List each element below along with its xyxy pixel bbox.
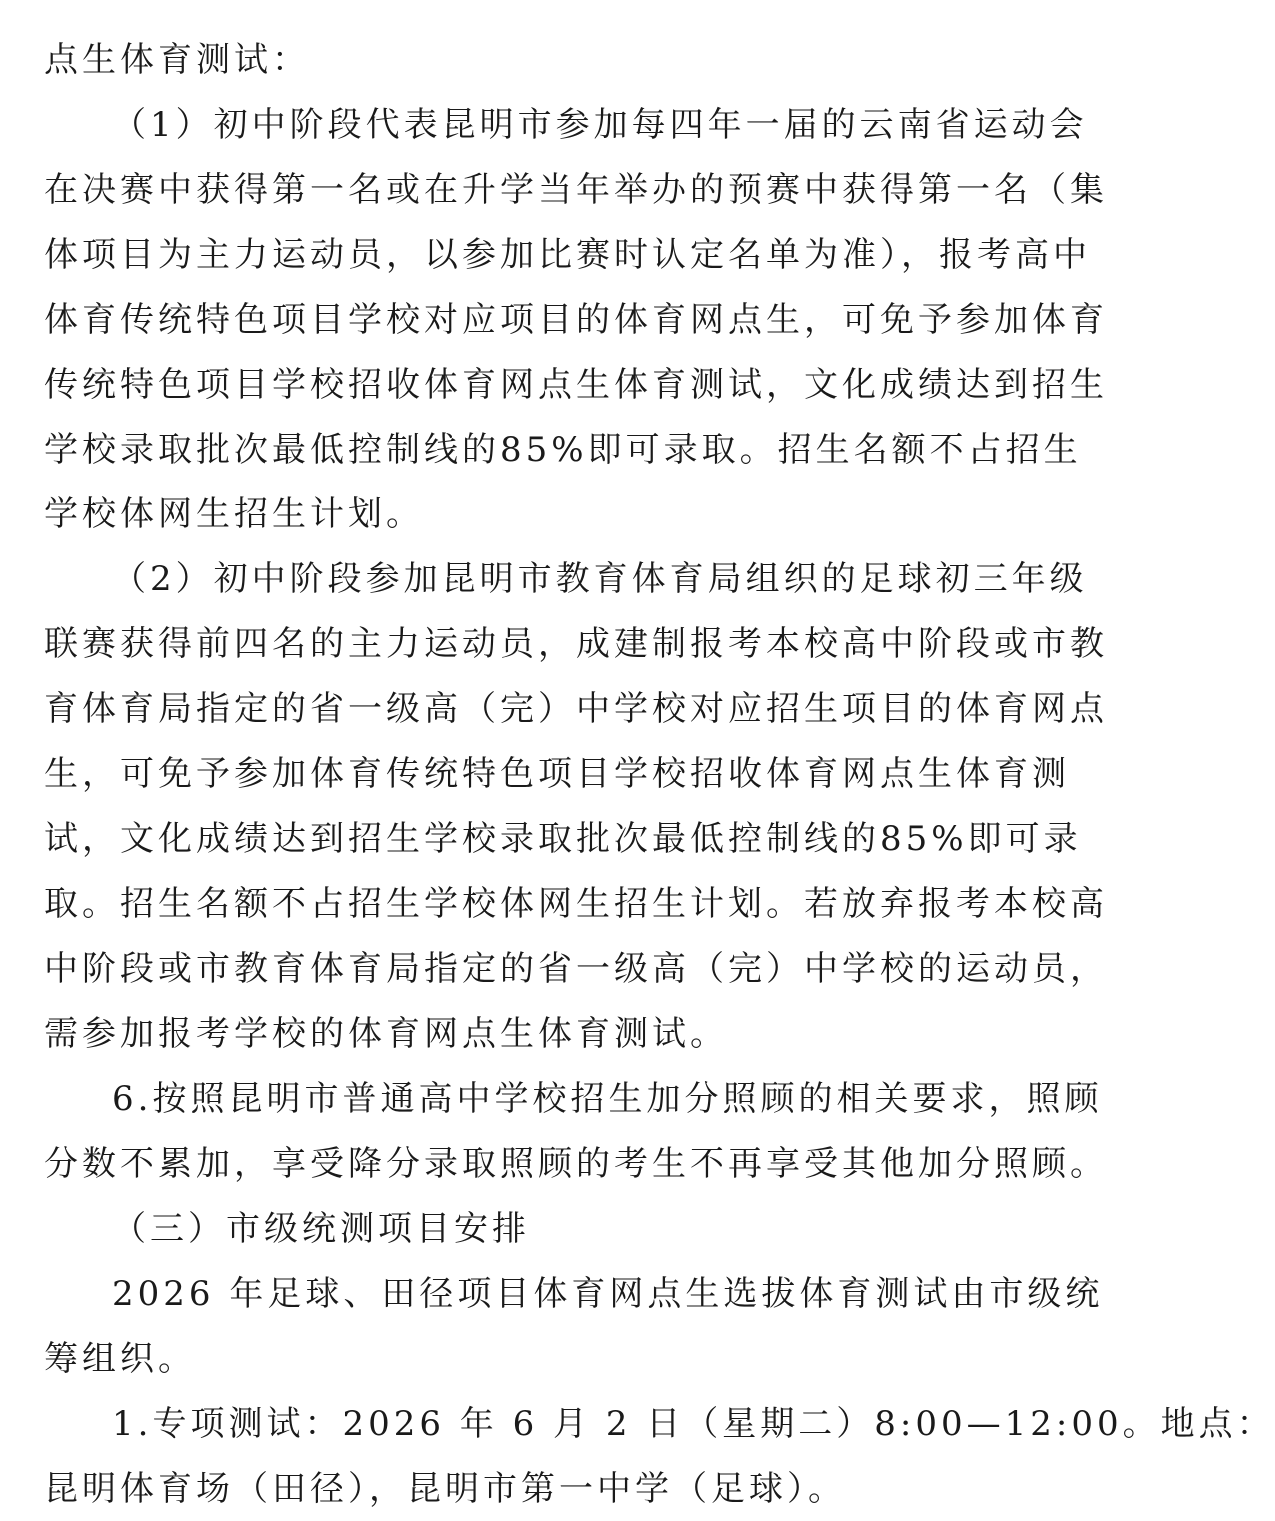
- text-line: 分数不累加，享受降分录取照顾的考生不再享受其他加分照顾。: [44, 1144, 1108, 1184]
- section-heading: （三）市级统测项目安排: [112, 1209, 530, 1249]
- text-line: 昆明体育场（田径），昆明市第一中学（足球）。: [44, 1469, 846, 1509]
- text-line: 取。招生名额不占招生学校体网生招生计划。若放弃报考本校高: [44, 884, 1108, 924]
- text-line: 联赛获得前四名的主力运动员，成建制报考本校高中阶段或市教: [44, 624, 1108, 664]
- text-line: 中阶段或市教育体育局指定的省一级高（完）中学校的运动员，: [44, 949, 1108, 989]
- text-line: 育体育局指定的省一级高（完）中学校对应招生项目的体育网点: [44, 689, 1108, 729]
- text-line: 6.按照昆明市普通高中学校招生加分照顾的相关要求，照顾: [112, 1079, 1103, 1119]
- text-line: 学校录取批次最低控制线的85%即可录取。招生名额不占招生: [44, 430, 1082, 470]
- text-line: （2）初中阶段参加昆明市教育体育局组织的足球初三年级: [112, 559, 1088, 599]
- text-line: 2026 年足球、田径项目体育网点生选拔体育测试由市级统: [112, 1274, 1104, 1314]
- text-line: 在决赛中获得第一名或在升学当年举办的预赛中获得第一名（集: [44, 170, 1108, 210]
- text-line: 需参加报考学校的体育网点生体育测试。: [44, 1014, 728, 1054]
- text-line: 学校体网生招生计划。: [44, 494, 424, 534]
- text-line: 1.专项测试：2026 年 6 月 2 日（星期二）8:00—12:00。地点：: [112, 1404, 1275, 1444]
- text-line: 体育传统特色项目学校对应项目的体育网点生，可免予参加体育: [44, 300, 1108, 340]
- text-line: 传统特色项目学校招收体育网点生体育测试，文化成绩达到招生: [44, 365, 1108, 405]
- text-line: 生，可免予参加体育传统特色项目学校招收体育网点生体育测: [44, 754, 1070, 794]
- text-line: 试，文化成绩达到招生学校录取批次最低控制线的85%即可录: [44, 819, 1082, 859]
- text-line: 体项目为主力运动员，以参加比赛时认定名单为准），报考高中: [44, 235, 1091, 275]
- text-line: （1）初中阶段代表昆明市参加每四年一届的云南省运动会: [112, 105, 1088, 145]
- text-line: 筹组织。: [44, 1339, 196, 1379]
- text-line: 点生体育测试：: [44, 40, 310, 80]
